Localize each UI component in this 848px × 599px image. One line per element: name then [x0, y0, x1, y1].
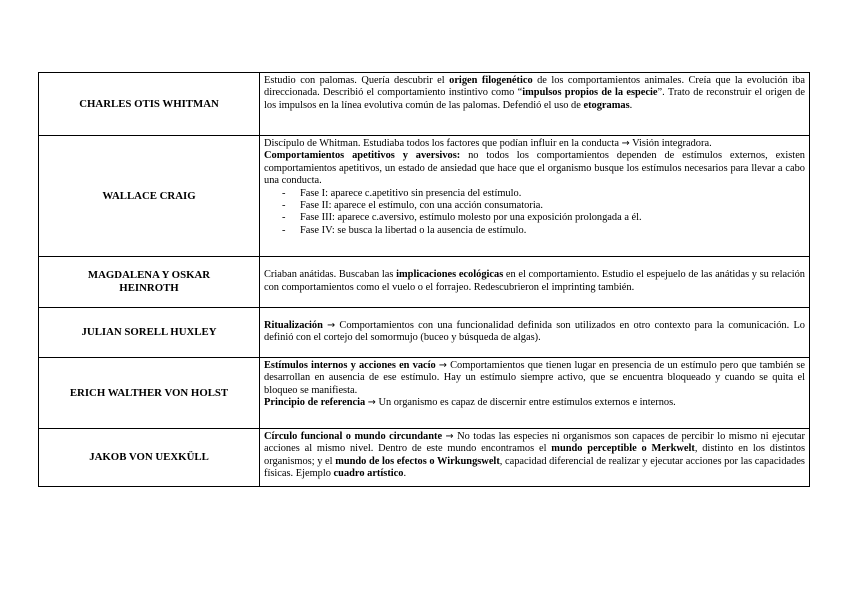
- arrow-right-icon: →: [367, 397, 376, 409]
- table-row: [39, 358, 810, 429]
- author-name-huxley: JULIAN SORELL HUXLEY: [39, 308, 260, 358]
- list-item: - Fase III: aparece c.aversivo, estímulo molesto por una exposición prolongada a él.: [300, 212, 805, 224]
- text-segment: .: [629, 99, 633, 111]
- author-description-whitman: [260, 73, 810, 136]
- table-row: [39, 257, 810, 308]
- bold-term: Estímulos internos y acciones en vacío: [264, 360, 436, 371]
- text-segment: , distinto en los distintos organismos; y el: [264, 443, 805, 467]
- text-segment: ”. Trato de reconstruir el origen de los impulsos en la línea evolutiva común de las palomas. Defendió el uso de: [264, 87, 805, 111]
- ethologists-table: [38, 72, 810, 487]
- table-row: [39, 308, 810, 358]
- bold-term: impulsos propios de la especie: [522, 87, 658, 99]
- text-segment: de los comportamientos animales. Creía que la evolución iba direccionada. Describió el comportamiento instintivo como “: [264, 75, 805, 99]
- text-segment: , capacidad diferencial de realizar y ejecutar acciones por las capacidades físicas. Ejemplo: [264, 455, 805, 480]
- bold-term: mundo perceptible o Merkwelt: [551, 443, 695, 455]
- text-segment: Visión integradora.: [629, 138, 712, 149]
- list-item: - Fase I: aparece c.apetitivo sin presencia del estímulo.: [300, 188, 805, 200]
- author-name-line: MAGDALENA Y OSKAR: [87, 269, 211, 281]
- bold-term: implicaciones ecológicas: [396, 269, 504, 281]
- text-segment: Estudio con palomas. Quería descubrir el: [264, 75, 450, 86]
- author-name-von-holst: ERICH WALTHER VON HOLST: [39, 358, 260, 429]
- author-description-von-uexkull: [260, 429, 810, 487]
- bold-term: Círculo funcional o mundo circundante: [264, 431, 443, 442]
- author-name-craig: WALLACE CRAIG: [39, 136, 260, 257]
- arrow-right-icon: →: [327, 319, 336, 331]
- bold-term: Comportamientos apetitivos y aversivos:: [264, 150, 461, 162]
- bold-term: origen filogenético: [449, 75, 533, 86]
- bold-term: cuadro artístico: [333, 468, 404, 480]
- text-segment: .: [403, 468, 407, 480]
- text-segment: Discípulo de Whitman. Estudiaba todos los factores que podían influir en la conducta: [264, 138, 622, 149]
- table-row: [39, 429, 810, 487]
- arrow-right-icon: →: [438, 360, 447, 371]
- author-name-heinroth: [39, 257, 260, 308]
- bold-term: etogramas: [583, 99, 630, 111]
- text-segment: Un organismo es capaz de discernir entre estímulos externos e internos.: [375, 397, 676, 409]
- bold-term: mundo de los efectos o Wirkungswelt: [335, 455, 500, 467]
- author-name-whitman: CHARLES OTIS WHITMAN: [39, 73, 260, 136]
- text-segment: no todos los comportamientos dependen de estímulos externos, existen comportamientos apetitivos, un estado de ansiedad que hace que el organismo busque los estímulos necesarios para llevar a cabo una conducta.: [264, 150, 805, 187]
- author-description-huxley: [260, 308, 810, 358]
- author-name-von-uexkull: JAKOB VON UEXKÜLL: [39, 429, 260, 487]
- phase-list: [264, 188, 805, 238]
- bold-term: Principio de referencia: [264, 397, 366, 409]
- text-segment: Criaban anátidas. Buscaban las: [264, 269, 397, 281]
- arrow-right-icon: →: [445, 431, 454, 442]
- table-row: [39, 73, 810, 136]
- list-item: - Fase II: aparece el estímulo, con una acción consumatoria.: [300, 200, 805, 212]
- text-segment: en el comportamiento. Estudio el espejuelo de las anátidas y su relación con comportamientos como el vuelo o el forrajeo. Redescubrieron el imprinting también.: [264, 269, 805, 293]
- arrow-right-icon: →: [621, 138, 630, 149]
- list-item: - Fase IV: se busca la libertad o la ausencia de estímulo.: [300, 225, 805, 237]
- author-description-von-holst: [260, 358, 810, 429]
- author-name-line: HEINROTH: [119, 282, 179, 294]
- table-row: [39, 136, 810, 257]
- text-segment: Comportamientos con una funcionalidad definida son utilizados en otro contexto para la comunicación. Lo definió con el cortejo del somormujo (buceo y búsqueda de algas).: [264, 319, 805, 343]
- ethology-table-page: [38, 72, 810, 487]
- author-description-craig: [260, 136, 810, 257]
- text-segment: No todas las especies ni organismos son capaces de percibir lo mismo ni ejecutar acciones al mismo nivel. Dentro de este mundo encontramos el: [264, 431, 805, 455]
- text-segment: Comportamientos que tienen lugar en presencia de un estímulo pero que también se desarrollan en ausencia de ese estímulo. Hay un estímulo siempre activo, que se encuentra bloqueado y cuando se quita el bloqueo se manifiesta.: [264, 360, 805, 396]
- author-description-heinroth: [260, 257, 810, 308]
- bold-term: Ritualización: [264, 319, 323, 331]
